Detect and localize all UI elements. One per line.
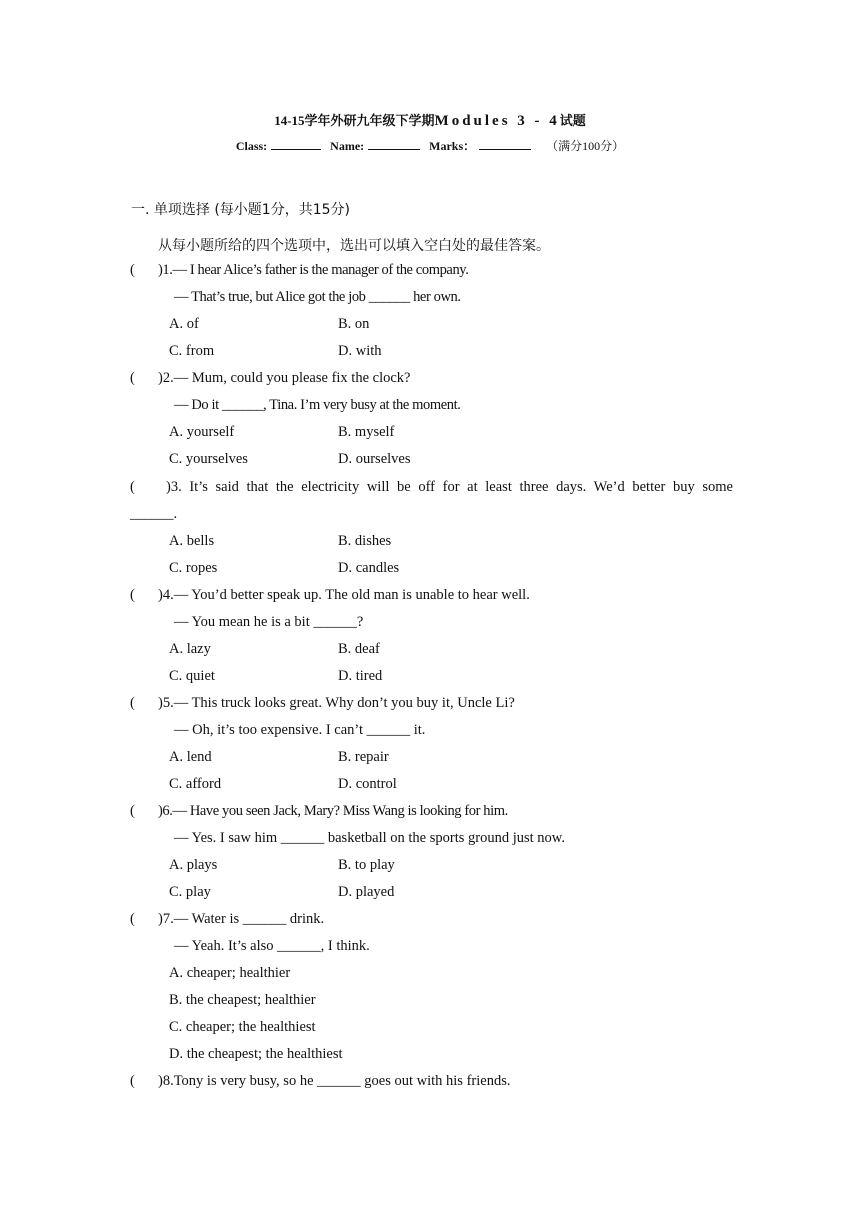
answer-paren[interactable]: ( bbox=[130, 370, 135, 386]
section-heading: 一. 单项选择 (每小题1分，共15分) bbox=[131, 202, 350, 218]
question-2-option-c[interactable]: C. yourselves bbox=[169, 451, 248, 467]
section-instruction: 从每小题所给的四个选项中，选出可以填入空白处的最佳答案。 bbox=[158, 238, 550, 254]
question-3-option-d[interactable]: D. candles bbox=[338, 560, 400, 576]
question-2-option-d[interactable]: D. ourselves bbox=[338, 451, 411, 467]
question-4-option-d[interactable]: D. tired bbox=[338, 668, 383, 684]
question-6-option-a[interactable]: A. plays bbox=[169, 857, 218, 873]
question-text: )6.— Have you seen Jack, Mary? Miss Wang is looking for him. bbox=[158, 803, 508, 819]
question-7-option-b[interactable]: B. the cheapest; healthier bbox=[169, 992, 316, 1008]
marks-label: Marks： bbox=[429, 139, 476, 153]
question-1-stem bbox=[130, 262, 468, 279]
question-2-reply: — Do it ______, Tina. I’m very busy at the moment. bbox=[174, 397, 461, 413]
question-4-stem bbox=[130, 587, 530, 604]
question-text: )8.Tony is very busy, so he ______ goes out with his friends. bbox=[158, 1073, 511, 1089]
class-blank[interactable] bbox=[271, 139, 321, 150]
answer-paren[interactable]: ( bbox=[130, 262, 135, 278]
class-label: Class: bbox=[235, 139, 268, 153]
question-text: )4.— You’d better speak up. The old man is unable to hear well. bbox=[158, 587, 530, 603]
question-7-stem bbox=[130, 911, 324, 928]
title-suffix: 试题 bbox=[559, 113, 586, 128]
name-blank[interactable] bbox=[368, 139, 420, 150]
name-label: Name: bbox=[330, 139, 365, 153]
question-6-option-b[interactable]: B. to play bbox=[338, 857, 395, 873]
question-7-option-a[interactable]: A. cheaper; healthier bbox=[169, 965, 291, 981]
question-3-option-c[interactable]: C. ropes bbox=[169, 560, 218, 576]
marks-blank[interactable] bbox=[479, 139, 531, 150]
question-6-option-c[interactable]: C. play bbox=[169, 884, 211, 900]
student-info-line bbox=[0, 137, 860, 154]
question-1-option-a[interactable]: A. of bbox=[169, 316, 199, 332]
question-3-stem bbox=[130, 479, 733, 496]
question-5-option-c[interactable]: C. afford bbox=[169, 776, 222, 792]
question-8-stem bbox=[130, 1073, 510, 1090]
title-prefix: 14-15学年外研九年级下学期 bbox=[274, 113, 435, 128]
question-3-stem-continued: ______. bbox=[130, 506, 178, 522]
question-text: )3. It’s said that the electricity will be off for at least three days. We’d better buy some bbox=[166, 479, 733, 495]
question-3-option-b[interactable]: B. dishes bbox=[338, 533, 392, 549]
title-modules: Modules 3 - 4 bbox=[434, 113, 560, 129]
question-6-stem bbox=[130, 803, 508, 820]
question-text: )1.— I hear Alice’s father is the manager of the company. bbox=[158, 262, 469, 278]
question-2-stem bbox=[130, 370, 410, 387]
question-text: )7.— Water is ______ drink. bbox=[158, 911, 325, 927]
question-5-option-d[interactable]: D. control bbox=[338, 776, 397, 792]
question-4-option-c[interactable]: C. quiet bbox=[169, 668, 215, 684]
page-title bbox=[0, 110, 860, 130]
question-7-option-d[interactable]: D. the cheapest; the healthiest bbox=[169, 1046, 343, 1062]
question-5-option-a[interactable]: A. lend bbox=[169, 749, 212, 765]
question-6-reply: — Yes. I saw him ______ basketball on the sports ground just now. bbox=[174, 830, 565, 846]
question-5-stem bbox=[130, 695, 515, 712]
answer-paren[interactable]: ( bbox=[130, 803, 135, 819]
question-1-option-d[interactable]: D. with bbox=[338, 343, 382, 359]
question-7-reply: — Yeah. It’s also ______, I think. bbox=[174, 938, 370, 954]
question-7-option-c[interactable]: C. cheaper; the healthiest bbox=[169, 1019, 316, 1035]
question-1-reply: — That’s true, but Alice got the job ______ her own. bbox=[174, 289, 461, 305]
question-5-option-b[interactable]: B. repair bbox=[338, 749, 389, 765]
answer-paren[interactable]: ( bbox=[130, 587, 135, 603]
question-1-option-c[interactable]: C. from bbox=[169, 343, 215, 359]
question-6-option-d[interactable]: D. played bbox=[338, 884, 395, 900]
question-4-option-a[interactable]: A. lazy bbox=[169, 641, 211, 657]
question-4-reply: — You mean he is a bit ______? bbox=[174, 614, 364, 630]
score-note: （满分100分） bbox=[546, 139, 625, 153]
answer-paren[interactable]: ( bbox=[130, 1073, 135, 1089]
question-text: )5.— This truck looks great. Why don’t you buy it, Uncle Li? bbox=[158, 695, 515, 711]
answer-paren[interactable]: ( bbox=[130, 695, 135, 711]
answer-paren[interactable]: ( bbox=[130, 479, 135, 495]
answer-paren[interactable]: ( bbox=[130, 911, 135, 927]
question-4-option-b[interactable]: B. deaf bbox=[338, 641, 380, 657]
question-text: )2.— Mum, could you please fix the clock? bbox=[158, 370, 411, 386]
question-2-option-a[interactable]: A. yourself bbox=[169, 424, 235, 440]
question-2-option-b[interactable]: B. myself bbox=[338, 424, 395, 440]
question-5-reply: — Oh, it’s too expensive. I can’t ______ it. bbox=[174, 722, 426, 738]
question-1-option-b[interactable]: B. on bbox=[338, 316, 370, 332]
question-3-option-a[interactable]: A. bells bbox=[169, 533, 215, 549]
